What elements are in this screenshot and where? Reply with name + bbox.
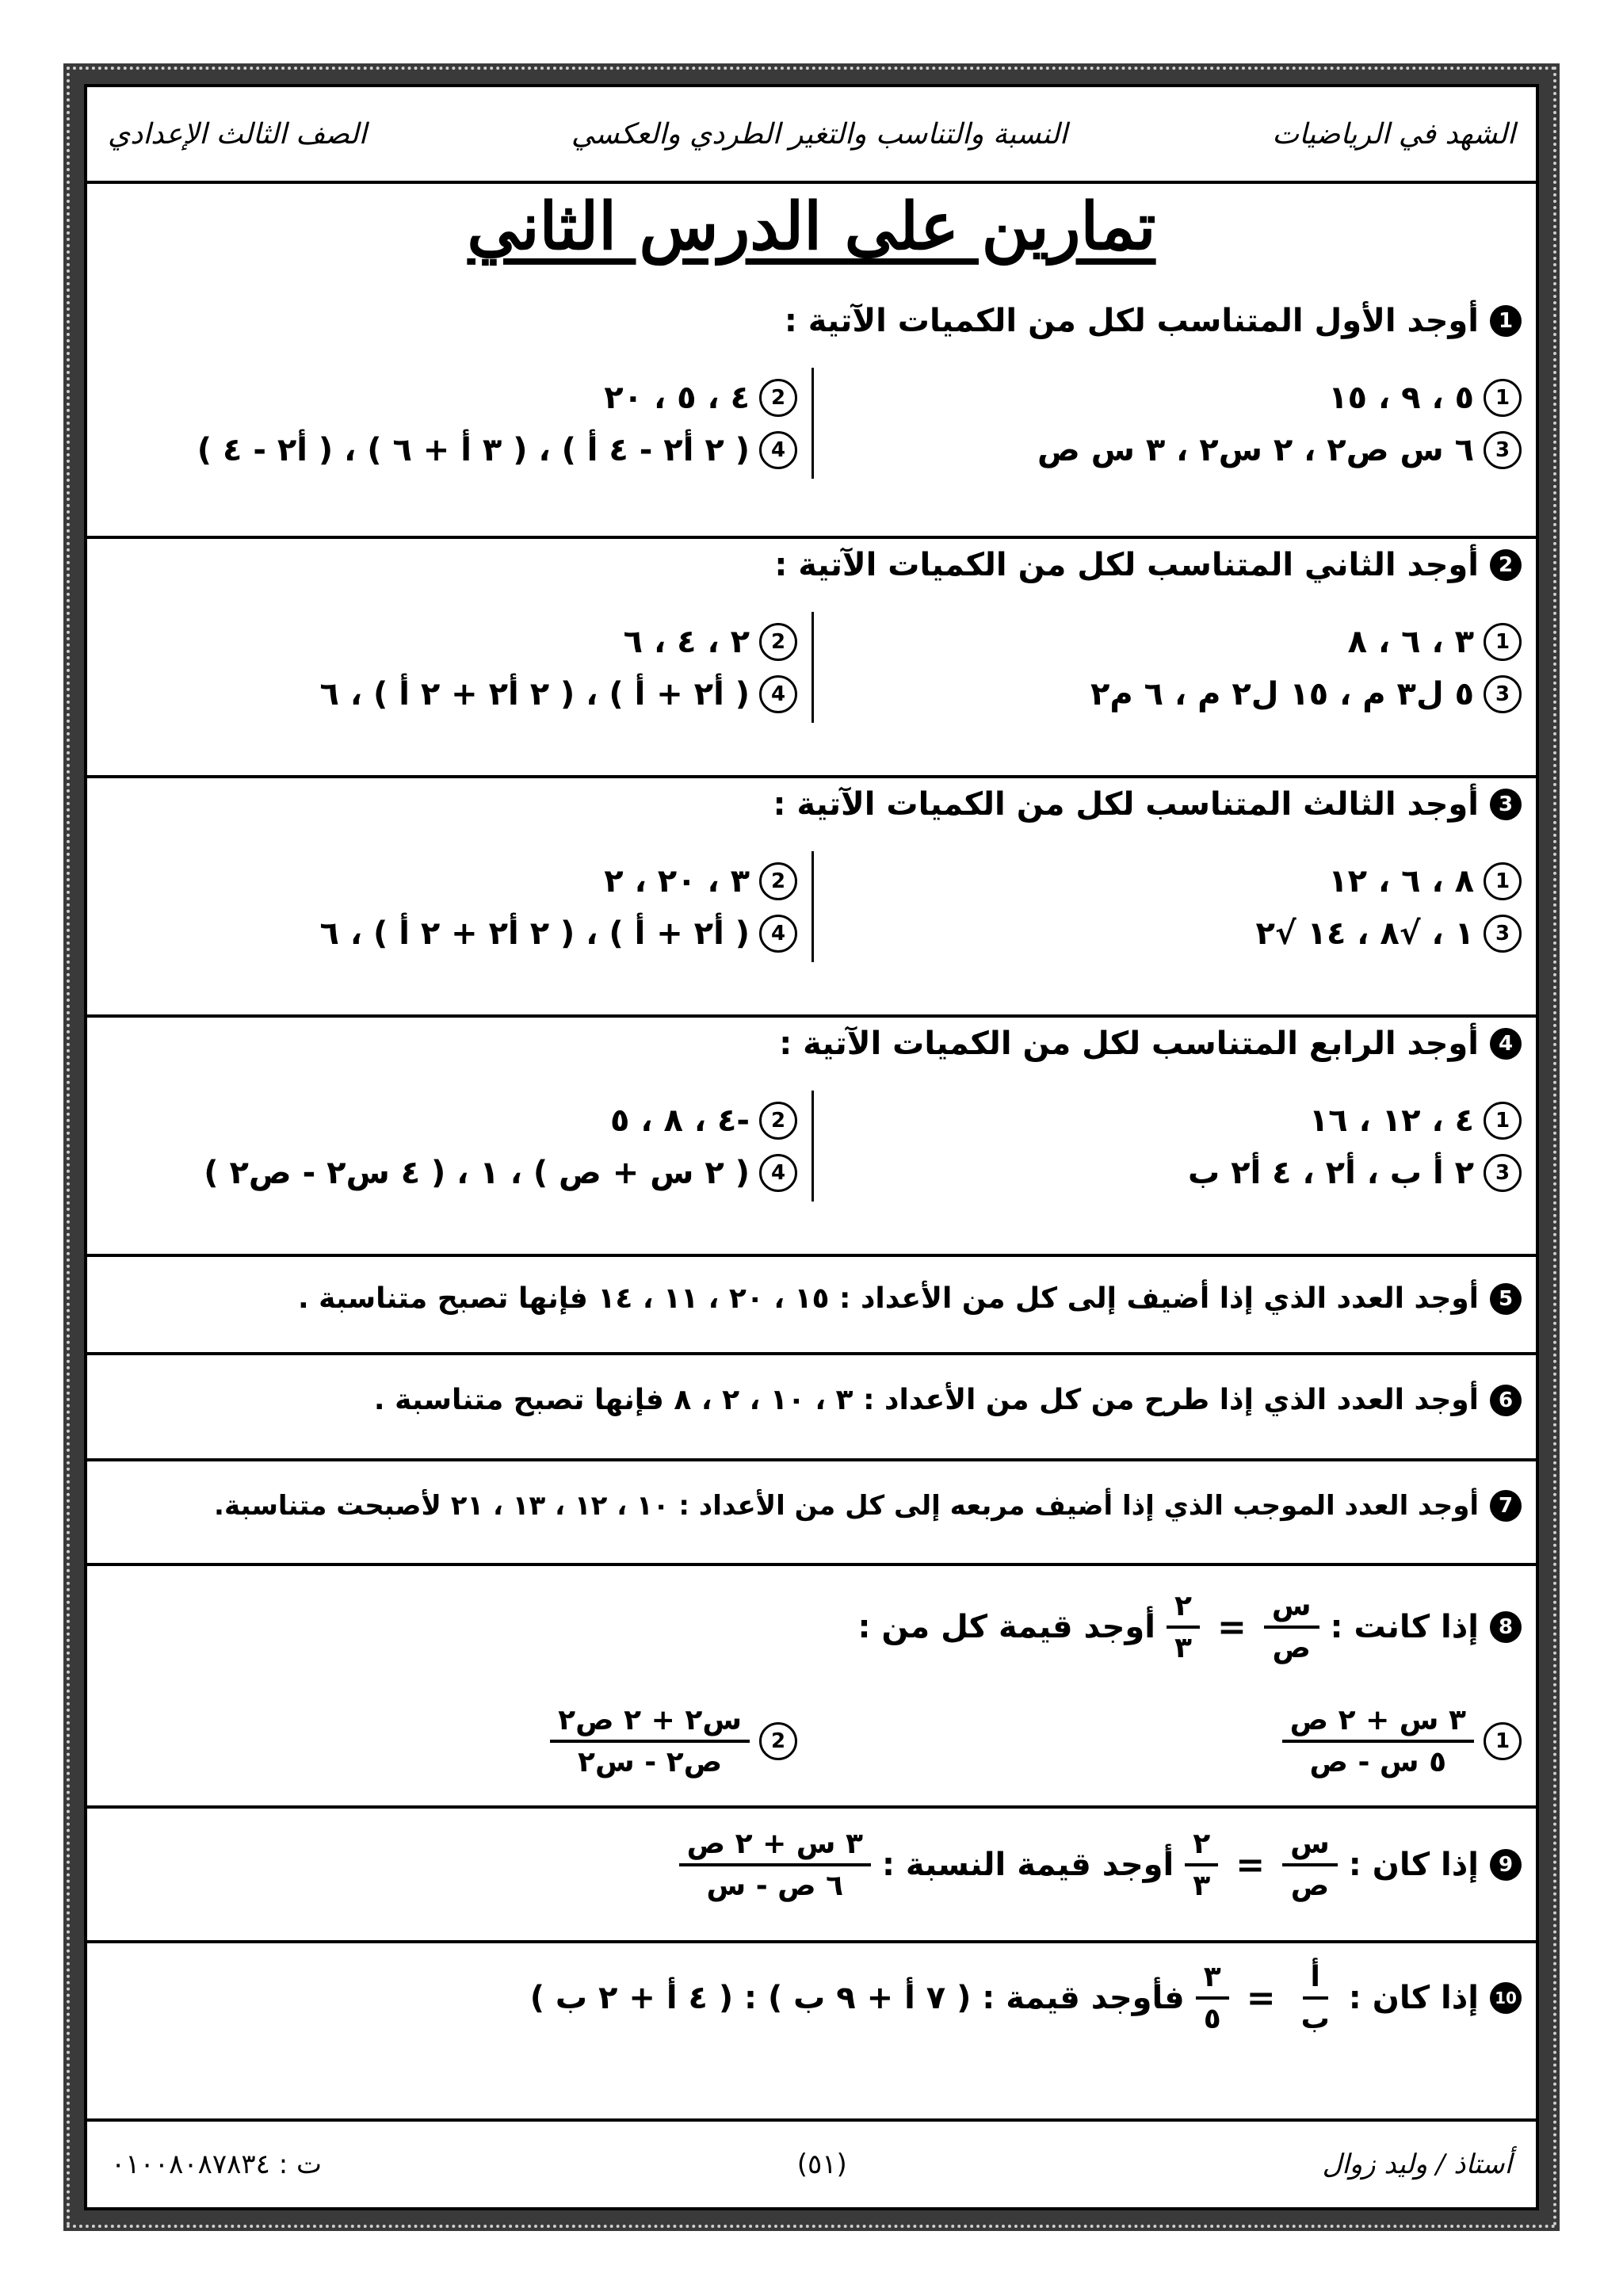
item-1: ٤ ، ١٢ ، ١٦: [1308, 1102, 1474, 1139]
question-text: أوجد العدد الذي إذا طرح من كل من الأعداد : ٣ ، ١٠ ، ٢ ، ٨ فإنها تصبح متناسبة .: [373, 1384, 1479, 1416]
footer-page-number: (٥١): [796, 2149, 847, 2180]
item-2: -٤ ، ٨ ، ٥: [610, 1102, 750, 1139]
question-number: 5: [1490, 1283, 1522, 1315]
equals-sign: =: [1235, 1844, 1266, 1885]
header-book-title: الشهد في الرياضيات: [1272, 117, 1515, 151]
value-fraction: $\frac{٢}{٣}$: [1185, 1828, 1218, 1902]
item-3: ٢ أ ب ، أ٢ ، ٤ أ٢ ب: [1187, 1155, 1474, 1191]
footer-teacher: أستاذ / وليد زوال: [1322, 2149, 1512, 2180]
question-text: أوجد العدد الموجب الذي إذا أضيف مربعه إلى كل من الأعداد : ١٠ ، ١٢ ، ١٣ ، ٢١ لأصبحت متناسبة.: [214, 1490, 1479, 1522]
question-3: 3 أوجد الثالث المتناسب لكل من الكميات الآتية : 1 ٨ ، ٦ ، ١٢ 2 ٣ ، ٢٠ ، ٢ 3 ١ ، √٨ ، ١٤ √٢ 4 ( أ٢ + أ ) ، ( ٢ أ٢ + ٢ أ ) ، ٦: [87, 775, 1536, 1018]
item-3: ٥ ل٣ م ، ١٥ ل٢ م ، ٦ م٢: [1090, 676, 1474, 712]
question-number: 7: [1490, 1490, 1522, 1522]
q10-tail: فأوجد قيمة : ( ٧ أ + ٩ ب ) : ( ٤ أ + ٢ ب ): [529, 1980, 1185, 2016]
question-6: [87, 1352, 1536, 1461]
ratio-fraction: $\frac{\text{س}}{\text{ص}}$: [1264, 1590, 1319, 1664]
expression-2: $\frac{\text{س٢ + ٢ ص٢}}{\text{ص٢ - س٢}}$: [550, 1704, 750, 1778]
q10-intro: إذا كان :: [1348, 1980, 1479, 2016]
question-7: [87, 1458, 1536, 1566]
column-divider: [812, 851, 814, 962]
q8-intro: إذا كانت :: [1330, 1609, 1479, 1645]
question-2: 2 أوجد الثاني المتناسب لكل من الكميات الآتية : 1 ٣ ، ٦ ، ٨ 2 ٢ ، ٤ ، ٦ 3 ٥ ل٣ م ، ١٥ ل٢ م ، ٦ م٢ 4 ( أ٢ + أ ) ، ( ٢ أ٢ + ٢ أ ) ، ٦: [87, 536, 1536, 778]
question-text: أوجد العدد الذي إذا أضيف إلى كل من الأعداد : ١٥ ، ٢٠ ، ١١ ، ١٤ فإنها تصبح متناسبة .: [297, 1282, 1479, 1315]
equals-sign: =: [1246, 1977, 1276, 2019]
page-header: [87, 87, 1536, 184]
equals-sign: =: [1216, 1606, 1247, 1648]
question-number: 9: [1490, 1849, 1522, 1881]
item-4: ( ٢ س + ص ) ، ١ ، ( ٤ س٢ - ص٢ ): [204, 1155, 750, 1191]
question-number: 4: [1490, 1028, 1522, 1060]
item-4: ( أ٢ + أ ) ، ( ٢ أ٢ + ٢ أ ) ، ٦: [319, 915, 750, 952]
item-2: ٤ ، ٥ ، ٢٠: [604, 380, 750, 416]
item-4: ( ٢ أ٢ - ٤ أ ) ، ( ٣ أ + ٦ ) ، ( أ٢ - ٤ ): [197, 432, 750, 468]
page-border: [63, 63, 1560, 2231]
expression-1: $\frac{\text{٣ س + ٢ ص}}{\text{٥ س - ص}}$: [1282, 1704, 1474, 1778]
item-4: ( أ٢ + أ ) ، ( ٢ أ٢ + ٢ أ ) ، ٦: [319, 676, 750, 712]
question-number: 6: [1490, 1385, 1522, 1416]
item-2: ٢ ، ٤ ، ٦: [623, 624, 750, 660]
question-8: 8 إذا كانت : $\frac{\text{س}}{\text{ص}}$ = $\frac{٢}{٣}$ أوجد قيمة كل من : 1 $\frac{\text{٣ س + ٢ ص}}{\text{٥ س - ص}}$ 2 $\frac{\text{س٢ + ٢ ص٢}}{\text{ص٢ - س٢}}$: [87, 1563, 1536, 1809]
question-text: أوجد الرابع المتناسب لكل من الكميات الآتية :: [779, 1026, 1479, 1062]
question-4: 4 أوجد الرابع المتناسب لكل من الكميات الآتية : 1 ٤ ، ١٢ ، ١٦ 2 -٤ ، ٨ ، ٥ 3 ٢ أ ب ، أ٢ ، ٤ أ٢ ب 4 ( ٢ س + ص ) ، ١ ، ( ٤ س٢ - ص٢ ): [87, 1014, 1536, 1257]
column-divider: [812, 368, 814, 479]
q9-tail: أوجد قيمة النسبة :: [882, 1847, 1174, 1883]
column-divider: [812, 612, 814, 723]
q9-intro: إذا كان :: [1348, 1847, 1479, 1883]
value-fraction: $\frac{٢}{٣}$: [1167, 1590, 1200, 1664]
header-grade: الصف الثالث الإعدادي: [108, 117, 367, 151]
ratio-fraction: $\frac{\text{س}}{\text{ص}}$: [1282, 1828, 1338, 1902]
question-10: [87, 1940, 1536, 2102]
page-footer: [87, 2118, 1536, 2207]
target-ratio: $\frac{\text{٣ س + ٢ ص}}{\text{٦ ص - س}}$: [679, 1828, 871, 1902]
item-2: ٣ ، ٢٠ ، ٢: [604, 863, 750, 900]
question-1: 1 أوجد الأول المتناسب لكل من الكميات الآتية : 1 ٥ ، ٩ ، ١٥ 2 ٤ ، ٥ ، ٢٠ 3 ٦ س ص٢ ، ٢ س٢ ، ٣ س ص 4 ( ٢ أ٢ - ٤ أ ) ، ( ٣ أ + ٦ ) ، ( أ٢ - ٤ ): [87, 292, 1536, 539]
question-number: 3: [1490, 789, 1522, 820]
question-text: أوجد الثالث المتناسب لكل من الكميات الآتية :: [773, 786, 1479, 823]
question-number: 8: [1490, 1611, 1522, 1643]
question-number: 2: [1490, 549, 1522, 581]
question-number: 10: [1490, 1982, 1522, 2014]
item-1: ٣ ، ٦ ، ٨: [1347, 624, 1474, 660]
item-3: ٦ س ص٢ ، ٢ س٢ ، ٣ س ص: [1037, 432, 1474, 468]
q8-tail: أوجد قيمة كل من :: [857, 1609, 1155, 1645]
page-title: تمارين على الدرس الثاني: [467, 189, 1156, 265]
footer-phone: ت : ٠١٠٠٨٠٨٧٨٣٤: [111, 2149, 322, 2180]
value-fraction: $\frac{٣}{٥}$: [1196, 1961, 1229, 2035]
item-3: ١ ، √٨ ، ١٤ √٢: [1255, 915, 1474, 952]
question-5: [87, 1254, 1536, 1355]
item-1: ٨ ، ٦ ، ١٢: [1328, 863, 1474, 900]
item-1: ٥ ، ٩ ، ١٥: [1328, 380, 1474, 416]
question-9: [87, 1805, 1536, 1943]
question-number: 1: [1490, 305, 1522, 337]
question-text: أوجد الأول المتناسب لكل من الكميات الآتية :: [784, 303, 1479, 339]
header-lesson-title: النسبة والتناسب والتغير الطردي والعكسي: [571, 117, 1067, 151]
ratio-fraction: $\frac{\text{أ}}{\text{ب}}$: [1300, 1961, 1330, 2035]
column-divider: [812, 1091, 814, 1201]
page-content: [84, 84, 1539, 2210]
question-text: أوجد الثاني المتناسب لكل من الكميات الآتية :: [774, 547, 1479, 583]
